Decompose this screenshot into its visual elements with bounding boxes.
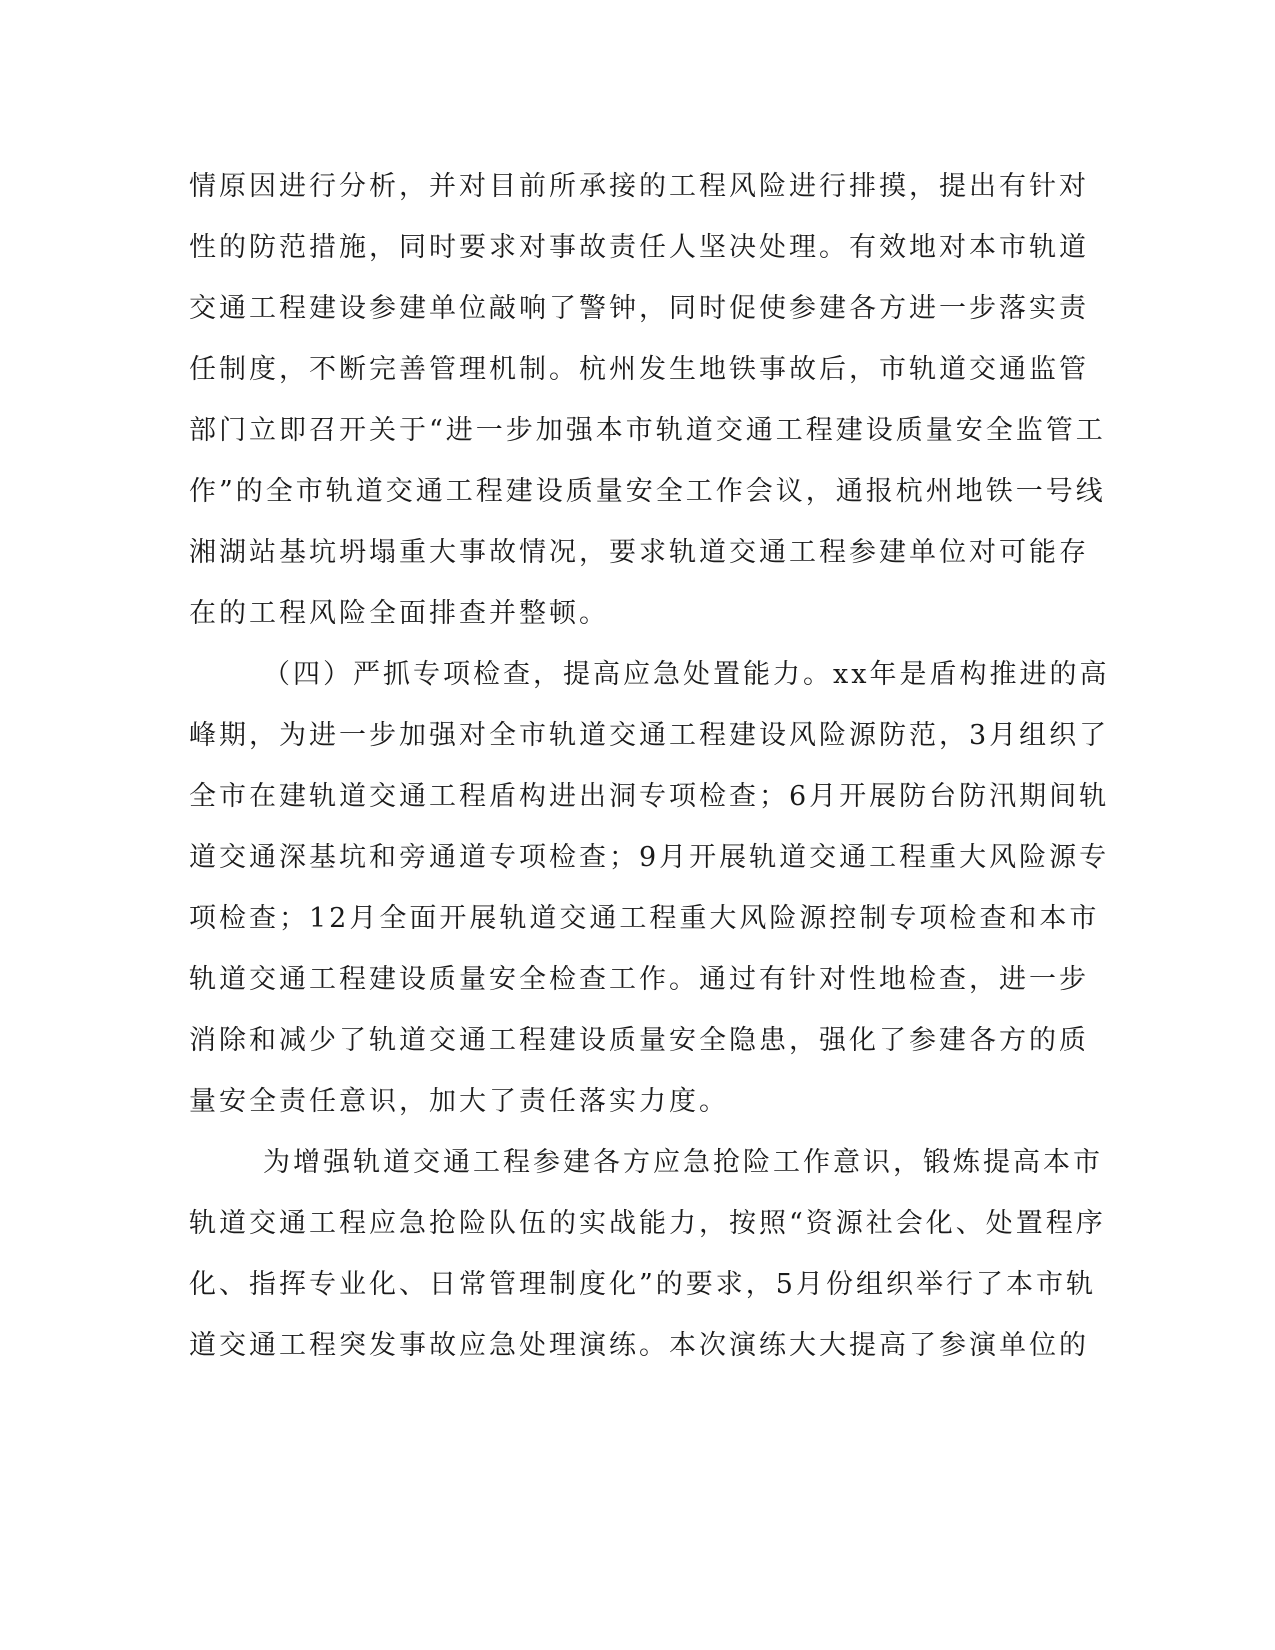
text-line: 化、指挥专业化、日常管理制度化”的要求，5月份组织举行了本市轨 — [189, 1269, 1096, 1300]
text-line: 情原因进行分析，并对目前所承接的工程风险进行排摸，提出有针对 — [189, 171, 1089, 202]
text-line: 性的防范措施，同时要求对事故责任人坚决处理。有效地对本市轨道 — [189, 232, 1089, 263]
text-line: 峰期，为进一步加强对全市轨道交通工程建设风险源防范，3月组织了 — [189, 720, 1110, 751]
text-line: 在的工程风险全面排查并整顿。 — [189, 598, 609, 629]
body-text — [189, 156, 1110, 1376]
text-line: 量安全责任意识，加大了责任落实力度。 — [189, 1086, 729, 1117]
section-heading-line: （四）严抓专项检查，提高应急处置能力。xx年是盾构推进的高 — [263, 659, 1110, 690]
text-line: 交通工程建设参建单位敲响了警钟，同时促使参建各方进一步落实责 — [189, 293, 1089, 324]
text-line: 任制度，不断完善管理机制。杭州发生地铁事故后，市轨道交通监管 — [189, 354, 1089, 385]
text-line: 道交通深基坑和旁通道专项检查；9月开展轨道交通工程重大风险源专 — [189, 842, 1110, 873]
text-line: 作”的全市轨道交通工程建设质量安全工作会议，通报杭州地铁一号线 — [189, 476, 1106, 507]
paragraph-start-line: 为增强轨道交通工程参建各方应急抢险工作意识，锻炼提高本市 — [263, 1147, 1103, 1178]
text-line: 消除和减少了轨道交通工程建设质量安全隐患，强化了参建各方的质 — [189, 1025, 1089, 1056]
text-line: 道交通工程突发事故应急处理演练。本次演练大大提高了参演单位的 — [189, 1330, 1089, 1361]
text-line: 全市在建轨道交通工程盾构进出洞专项检查；6月开展防台防汛期间轨 — [189, 781, 1110, 812]
text-line: 项检查；12月全面开展轨道交通工程重大风险源控制专项检查和本市 — [189, 903, 1100, 934]
text-line: 轨道交通工程建设质量安全检查工作。通过有针对性地检查，进一步 — [189, 964, 1089, 995]
text-line: 部门立即召开关于“进一步加强本市轨道交通工程建设质量安全监管工 — [189, 415, 1106, 446]
text-line: 湘湖站基坑坍塌重大事故情况，要求轨道交通工程参建单位对可能存 — [189, 537, 1089, 568]
text-line: 轨道交通工程应急抢险队伍的实战能力，按照“资源社会化、处置程序 — [189, 1208, 1106, 1239]
